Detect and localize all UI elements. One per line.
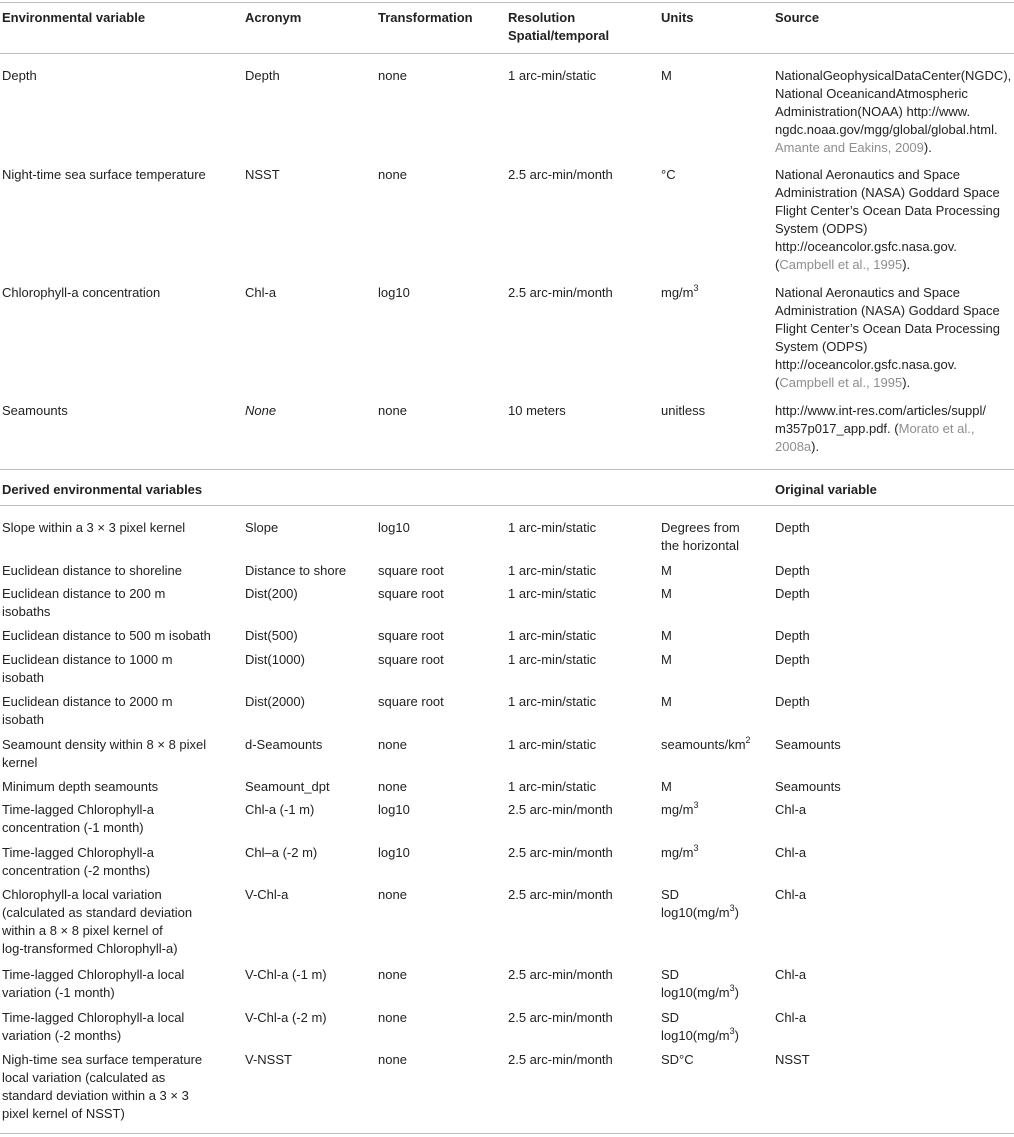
derived-variable: Euclidean distance to shoreline: [2, 563, 182, 578]
derived-transformation: log10: [378, 520, 410, 535]
derived-acronym: Chl-a (-1 m): [245, 802, 315, 817]
table-top-rule: [0, 2, 1014, 3]
derived-transformation: square root: [378, 563, 444, 578]
derived-original: Chl-a: [775, 1010, 807, 1025]
derived-variable: Slope within a 3 × 3 pixel kernel: [2, 520, 186, 535]
derived-acronym: Chl–a (-2 m): [245, 845, 318, 860]
derived-original: Depth: [775, 586, 810, 601]
derived-resolution: 1 arc-min/static: [508, 628, 597, 643]
header-environmental-variable: Environmental variable: [2, 10, 146, 25]
derived-acronym: Dist(2000): [245, 694, 305, 709]
derived-original: Depth: [775, 652, 810, 667]
derived-resolution: 2.5 arc-min/month: [508, 887, 613, 902]
derived-resolution: 2.5 arc-min/month: [508, 967, 613, 982]
derived-acronym: V-NSST: [245, 1052, 292, 1067]
derived-units: M: [661, 652, 672, 667]
row-transformation: none: [378, 68, 407, 83]
derived-units: M: [661, 779, 672, 794]
row-variable: Depth: [2, 68, 37, 83]
derived-resolution: 1 arc-min/static: [508, 586, 597, 601]
derived-units: SD $\log 10(mg/m^3)$: [661, 967, 739, 1000]
derived-transformation: none: [378, 737, 407, 752]
derived-original: Depth: [775, 628, 810, 643]
derived-transformation: square root: [378, 628, 444, 643]
derived-transformation: none: [378, 887, 407, 902]
derived-variable: Nigh-time sea surface temperature local variation (calculated as standard deviation within a 3 × 3 pixel kernel of NSST): [2, 1052, 203, 1121]
row-units: M: [661, 68, 672, 83]
derived-original: Depth: [775, 520, 810, 535]
derived-resolution: 1 arc-min/static: [508, 737, 597, 752]
citation-link[interactable]: Morato et al.,: [898, 421, 975, 436]
derived-acronym: Distance to shore: [245, 563, 347, 578]
row-transformation: none: [378, 167, 407, 182]
derived-variable: Time-lagged Chlorophyll-a local variation (-1 month): [2, 967, 185, 1000]
derived-variable: Chlorophyll-a local variation (calculated as standard deviation within a 8 × 8 pixel kernel of log-transformed Chlorophyll-a): [2, 887, 193, 956]
derived-variable: Euclidean distance to 500 m isobath: [2, 628, 211, 643]
derived-resolution: 1 arc-min/static: [508, 563, 597, 578]
row-transformation: none: [378, 403, 407, 418]
derived-units: M: [661, 628, 672, 643]
citation-link[interactable]: 2008a: [775, 439, 812, 454]
row-source: National Aeronautics and Space Administration (NASA) Goddard Space Flight Center’s Ocean Data Processing System (ODPS) http://oceancolor.gsfc.nasa.gov. (Campbell et al., 1995).: [775, 285, 1000, 390]
row-units: °C: [661, 167, 676, 182]
row-source: NationalGeophysicalDataCenter(NGDC), National OceanicandAtmospheric Administration(NOAA) http://www. ngdc.noaa.gov/mgg/global/global.html. Amante and Eakins, 2009).: [775, 68, 1012, 155]
derived-acronym: V-Chl-a: [245, 887, 289, 902]
row-transformation: log10: [378, 285, 410, 300]
row-units: unitless: [661, 403, 706, 418]
derived-resolution: 1 arc-min/static: [508, 652, 597, 667]
row-resolution: 10 meters: [508, 403, 566, 418]
derived-units: seamounts/$km^2$: [661, 734, 751, 752]
derived-variable: Euclidean distance to 2000 m isobath: [2, 694, 173, 727]
derived-transformation: log10: [378, 802, 410, 817]
row-resolution: 1 arc-min/static: [508, 68, 597, 83]
derived-acronym: Seamount_dpt: [245, 779, 330, 794]
row-acronym: Depth: [245, 68, 280, 83]
derived-resolution: 2.5 arc-min/month: [508, 1010, 613, 1025]
derived-resolution: 1 arc-min/static: [508, 520, 597, 535]
derived-variable: Time-lagged Chlorophyll-a concentration (-2 months): [2, 845, 154, 878]
derived-resolution: 2.5 arc-min/month: [508, 845, 613, 860]
derived-acronym: V-Chl-a (-1 m): [245, 967, 327, 982]
derived-variable: Time-lagged Chlorophyll-a concentration (-1 month): [2, 802, 154, 835]
derived-original: Chl-a: [775, 802, 807, 817]
derived-resolution: 2.5 arc-min/month: [508, 1052, 613, 1067]
row-source: http://www.int-res.com/articles/suppl/ m357p017_app.pdf. (Morato et al., 2008a).: [775, 403, 986, 454]
row-resolution: 2.5 arc-min/month: [508, 167, 613, 182]
derived-acronym: Dist(1000): [245, 652, 305, 667]
row-units: $mg/m^3$: [661, 282, 699, 300]
derived-original: Depth: [775, 563, 810, 578]
row-acronym: Chl-a: [245, 285, 277, 300]
row-acronym: None: [245, 403, 277, 418]
derived-acronym: V-Chl-a (-2 m): [245, 1010, 327, 1025]
derived-variable: Minimum depth seamounts: [2, 779, 159, 794]
derived-units: SD $\log 10(mg/m^3)$: [661, 887, 739, 920]
derived-resolution: 1 arc-min/static: [508, 694, 597, 709]
derived-transformation: none: [378, 1052, 407, 1067]
derived-original: Seamounts: [775, 779, 841, 794]
derived-original: Seamounts: [775, 737, 841, 752]
citation-link[interactable]: Amante and Eakins, 2009: [775, 140, 924, 155]
derived-header-rule: [0, 505, 1014, 506]
derived-transformation: square root: [378, 694, 444, 709]
section-rule: [0, 469, 1014, 470]
derived-transformation: none: [378, 779, 407, 794]
header-source: Source: [775, 10, 820, 25]
derived-variable: Euclidean distance to 200 m isobaths: [2, 586, 166, 619]
derived-transformation: none: [378, 1010, 407, 1025]
derived-units: $mg/m^3$: [661, 799, 699, 817]
derived-acronym: Dist(200): [245, 586, 298, 601]
citation-link[interactable]: Campbell et al., 1995: [779, 375, 903, 390]
derived-resolution: 1 arc-min/static: [508, 779, 597, 794]
derived-transformation: log10: [378, 845, 410, 860]
derived-transformation: none: [378, 967, 407, 982]
derived-units: M: [661, 694, 672, 709]
derived-acronym: Dist(500): [245, 628, 298, 643]
derived-resolution: 2.5 arc-min/month: [508, 802, 613, 817]
derived-units: SD $\log 10(mg/m^3)$: [661, 1010, 739, 1043]
derived-variable: Time-lagged Chlorophyll-a local variation (-2 months): [2, 1010, 185, 1043]
header-acronym: Acronym: [245, 10, 302, 25]
header-transformation: Transformation: [378, 10, 473, 25]
row-variable: Night-time sea surface temperature: [2, 167, 206, 182]
derived-acronym: d-Seamounts: [245, 737, 323, 752]
derived-units: Degrees from the horizontal: [661, 520, 740, 553]
derived-units: SD°C: [661, 1052, 694, 1067]
row-acronym: NSST: [245, 167, 280, 182]
derived-transformation: square root: [378, 586, 444, 601]
derived-original: Depth: [775, 694, 810, 709]
derived-units: $mg/m^3$: [661, 842, 699, 860]
row-variable: Chlorophyll-a concentration: [2, 285, 161, 300]
derived-original: Chl-a: [775, 967, 807, 982]
derived-original-variable-header: Original variable: [775, 482, 877, 497]
citation-link[interactable]: Campbell et al., 1995: [779, 257, 903, 272]
derived-units: M: [661, 563, 672, 578]
row-source: National Aeronautics and Space Administration (NASA) Goddard Space Flight Center’s Ocean Data Processing System (ODPS) http://oceancolor.gsfc.nasa.gov. (Campbell et al., 1995).: [775, 167, 1000, 272]
derived-units: M: [661, 586, 672, 601]
derived-original: Chl-a: [775, 887, 807, 902]
table-bottom-rule: [0, 1133, 1014, 1134]
derived-variable: Seamount density within 8 × 8 pixel kernel: [2, 737, 207, 770]
derived-section-title: Derived environmental variables: [2, 482, 203, 497]
derived-variable: Euclidean distance to 1000 m isobath: [2, 652, 173, 685]
header-units: Units: [661, 10, 694, 25]
derived-original: Chl-a: [775, 845, 807, 860]
row-resolution: 2.5 arc-min/month: [508, 285, 613, 300]
derived-transformation: square root: [378, 652, 444, 667]
header-rule: [0, 53, 1014, 54]
derived-original: NSST: [775, 1052, 810, 1067]
header-resolution: Resolution Spatial/temporal: [508, 10, 610, 43]
row-variable: Seamounts: [2, 403, 68, 418]
derived-acronym: Slope: [245, 520, 279, 535]
